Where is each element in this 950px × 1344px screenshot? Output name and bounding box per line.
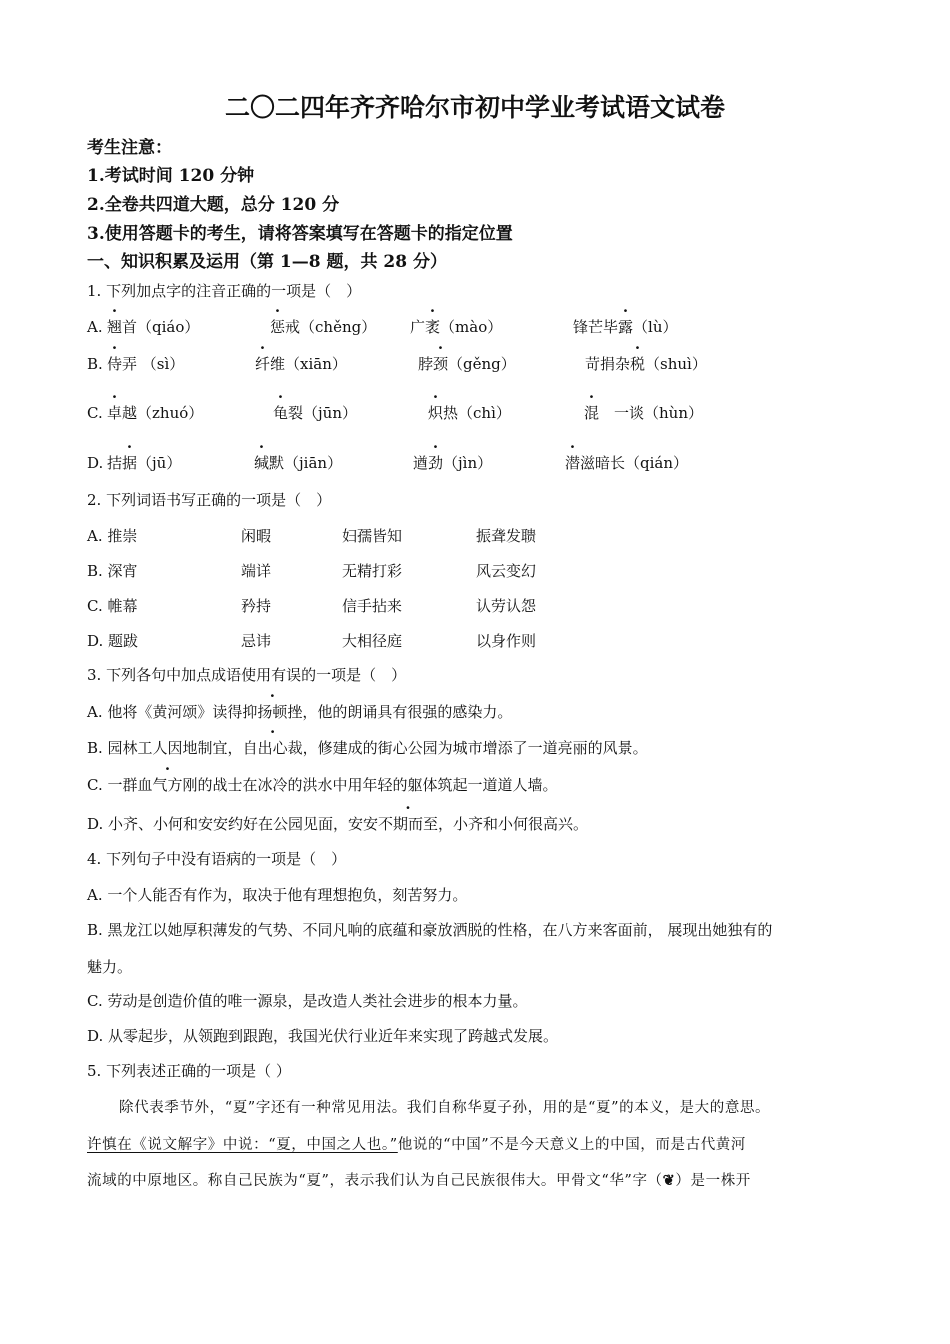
q3-option: B. 园林工人因地制宜，自出心裁，修建成的街心公园为城市增添了一道亮丽的风景。 — [87, 739, 648, 757]
word-item: 以身作则 — [476, 632, 537, 650]
q3-stem: 3. 下列各句中加点成语使用有误的一项是（ ） — [87, 666, 407, 684]
notice-heading: 考生注意： — [87, 138, 172, 158]
dotted-char: 颈 — [433, 355, 449, 373]
q4-line: A. 一个人能否有作为，取决于他有理想抱负，刻苦努力。 — [87, 886, 468, 904]
option-item: 惩戒（chěng） — [270, 318, 377, 336]
option-item: 苛捐杂税（shuì） — [585, 355, 707, 373]
dotted-char: 据 — [122, 454, 138, 472]
section-heading: 一、知识积累及运用（第 1—8 题，共 28 分） — [87, 252, 447, 272]
q4-line: B. 黑龙江以她厚积薄发的气势、不同凡响的底蕴和豪放洒脱的性格，在八方来客面前， 展现出她独有的 — [87, 921, 773, 939]
oracle-bone-glyph-icon: ❦ — [662, 1172, 676, 1189]
option-item: 翘首（qiáo） — [107, 318, 200, 336]
page-title: 二〇二四年齐齐哈尔市初中学业考试语文试卷 — [224, 93, 725, 122]
dotted-idiom: 抑扬顿挫 — [242, 703, 303, 721]
q3-option: A. 他将《黄河颂》读得抑扬顿挫，他的朗诵具有很强的感染力。 — [87, 703, 513, 721]
option-item: 纤维（xiān） — [255, 355, 347, 373]
word-item: 风云变幻 — [476, 562, 537, 580]
word-item: 忌讳 — [241, 632, 272, 650]
dotted-char: 侍 — [107, 355, 123, 373]
option-item: 潜滋暗长（qián） — [565, 454, 689, 472]
q4-line: D. 从零起步，从领跑到跟跑，我国光伏行业近年来实现了跨越式发展。 — [87, 1027, 559, 1045]
q1-stem: 1. 下列加点字的注音正确的一项是（ ） — [87, 282, 362, 300]
q4-stem: 4. 下列句子中没有语病的一项是（ ） — [87, 850, 347, 868]
word-item: 矜持 — [241, 597, 272, 615]
dotted-char: 混 — [584, 404, 600, 422]
option-label: D. — [87, 454, 104, 472]
word-item: 端详 — [241, 562, 272, 580]
option-item: 遒劲（jìn） — [413, 454, 493, 472]
option-item: 卓越（zhuó） — [107, 404, 204, 422]
dotted-char: 龟 — [273, 404, 289, 422]
q4-line: C. 劳动是创造价值的唯一源泉，是改造人类社会进步的根本力量。 — [87, 992, 528, 1010]
option-item: 脖颈（gěng） — [418, 355, 516, 373]
dotted-char: 劲 — [428, 454, 444, 472]
q2-stem: 2. 下列词语书写正确的一项是（ ） — [87, 491, 332, 509]
option-label: C. — [87, 404, 103, 422]
notice-item: 1.考试时间 120 分钟 — [87, 166, 255, 186]
dotted-char: 纤 — [255, 355, 271, 373]
word-item: A. 推崇 — [87, 527, 138, 545]
option-item: 混 一谈（hùn） — [584, 404, 703, 422]
passage-line: 除代表季节外，“夏”字还有一种常见用法。我们自称华夏子孙，用的是“夏”的本义，是大的意思。 — [119, 1100, 771, 1116]
option-item: 炽热（chì） — [428, 404, 511, 422]
q5-stem: 5. 下列表述正确的一项是（ ） — [87, 1062, 291, 1080]
word-item: 无精打彩 — [342, 562, 403, 580]
word-item: C. 帷幕 — [87, 597, 138, 615]
dotted-char: 惩 — [270, 318, 286, 336]
word-item: B. 深宵 — [87, 562, 138, 580]
option-item: 缄默（jiān） — [254, 454, 343, 472]
notice-item: 2.全卷共四道大题，总分 120 分 — [87, 195, 340, 215]
option-label: A. — [87, 318, 103, 336]
q3-option: D. 小齐、小何和安安约好在公园见面，安安不期而至，小齐和小何很高兴。 — [87, 815, 589, 833]
dotted-char: 潜 — [565, 454, 581, 472]
dotted-idiom: 不期而至 — [378, 815, 439, 833]
option-item: 龟裂（jūn） — [273, 404, 357, 422]
word-item: 振聋发聩 — [476, 527, 537, 545]
word-item: D. 题跋 — [87, 632, 139, 650]
option-item: 侍弄 （sì） — [107, 355, 185, 373]
dotted-char: 露 — [618, 318, 634, 336]
word-item: 认劳认怨 — [476, 597, 537, 615]
word-item: 信手拈来 — [342, 597, 403, 615]
option-item: 广袤（mào） — [410, 318, 503, 336]
dotted-idiom: 血气方刚 — [137, 776, 198, 794]
dotted-idiom: 自出心裁 — [242, 739, 303, 757]
dotted-char: 炽 — [428, 404, 444, 422]
dotted-char: 翘 — [107, 318, 123, 336]
notice-item: 3.使用答题卡的考生，请将答案填写在答题卡的指定位置 — [87, 224, 513, 244]
word-item: 闲暇 — [241, 527, 272, 545]
passage-line: 许慎在《说文解字》中说：“夏，中国之人也。”他说的“中国”不是今天意义上的中国，而是古代黄河 — [87, 1137, 747, 1153]
passage-line: 流域的中原地区。称自己民族为“夏”，表示我们认为自己民族很伟大。甲骨文“华”字（❦）是一株开 — [87, 1172, 751, 1189]
q3-option: C. 一群血气方刚的战士在冰冷的洪水中用年轻的躯体筑起一道道人墙。 — [87, 776, 558, 794]
dotted-char: 卓 — [107, 404, 123, 422]
dotted-char: 袤 — [425, 318, 441, 336]
dotted-char: 缄 — [254, 454, 270, 472]
word-item: 大相径庭 — [342, 632, 403, 650]
option-item: 锋芒毕露（lù） — [573, 318, 678, 336]
option-label: B. — [87, 355, 103, 373]
word-item: 妇孺皆知 — [342, 527, 403, 545]
option-item: 拮据（jū） — [107, 454, 182, 472]
underlined-quote: 许慎在《说文解字》中说：“夏，中国之人也。” — [87, 1137, 398, 1153]
q4-line: 魅力。 — [87, 958, 133, 976]
dotted-char: 税 — [630, 355, 646, 373]
